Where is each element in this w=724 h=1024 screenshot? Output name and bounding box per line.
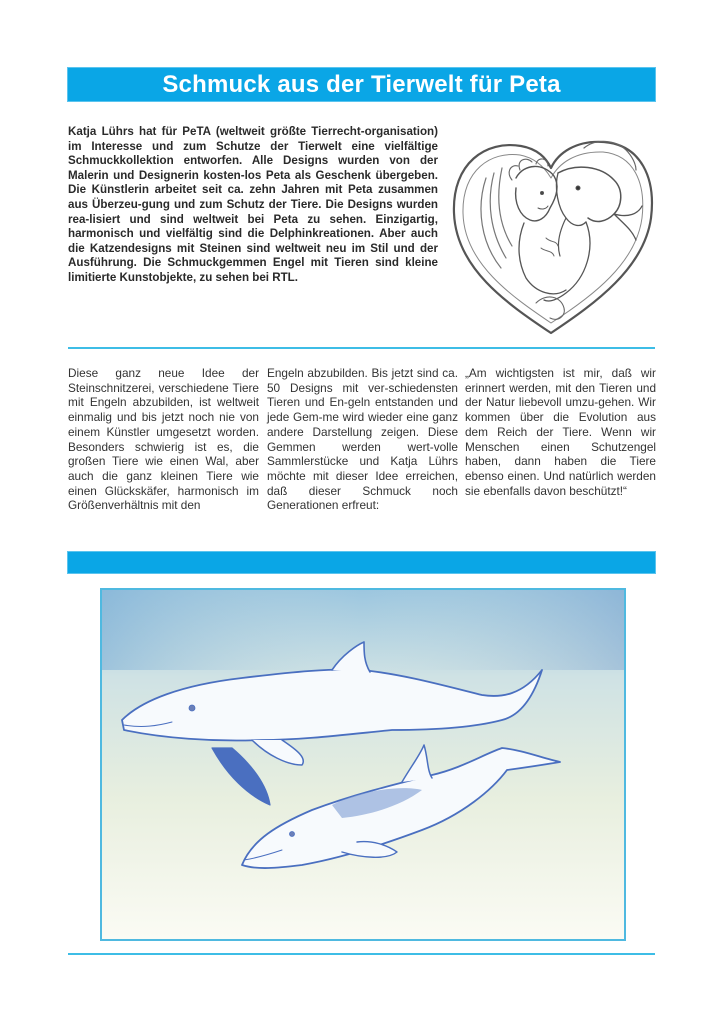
page-title: Schmuck aus der Tierwelt für Peta [162, 71, 561, 98]
heart-illustration-icon [446, 118, 656, 340]
broadcast-time-banner [68, 552, 655, 590]
article-column-2 [267, 366, 458, 513]
divider-bottom [68, 953, 655, 955]
intro-text: Katja Lührs hat für PeTA (weltweit größte Tierrecht-organisation) im Interesse und zum Schutze der Tierwelt eine vielfältige Schmuckkollektion entworfen. Alle Designs wurden von der Malerin und Designerin kosten-los Peta als Geschenk übergeben. Die Künstlerin arbeitet seit ca. zehn Jahren mit Peta zusammen aus Überzeu-gung und zum Schutz der Tiere. Die Designs wurden rea-lisiert und sind weltweit bei Peta zu sehen. Einzigartig, harmonisch und vielfältig sind die Delphinkreationen. Aber auch die Katzendesigns mit Steinen sind weltweit neu im Stil und der Ausführung. Die Schmuckgemmen Engel mit Tieren sind kleine limitierte Kunstobjekte, zu sehen bei RTL. [68, 125, 438, 284]
page-title-banner [68, 68, 655, 101]
dolphins-illustration [100, 588, 626, 941]
intro-paragraph [68, 125, 438, 286]
dolphins-drawing-icon [102, 590, 624, 939]
column-2-text: Engeln abzubilden. Bis jetzt sind ca. 50 Designs mit ver-schiedensten Tieren und En-geln entstanden und jede Gem-me wird wieder eine ganz andere Darstellung zeigen. Diese Gemmen werden wert-volle Sammlerstücke und Katja Lührs möchte mit dieser Idee erreichen, daß dieser Schmuck noch Generationen erfreut: [267, 366, 458, 513]
column-3-text: „Am wichtigsten ist mir, daß wir erinnert werden, mit den Tieren und der Natur liebevoll umzu-gehen. Wir kommen über die Evolution aus dem Reich der Tiere. Wenn wir Menschen einen Schutzengel haben, dann haben die Tiere ebenso einen. Und natürlich werden sie ebenfalls davon beschützt!“ [465, 366, 656, 498]
broadcast-time-text: Sendezeit: 03. und 04. September ·16-18:00 Uhr [222, 576, 508, 590]
column-1-text: Diese ganz neue Idee der Steinschnitzerei, verschiedene Tiere mit Engeln abzubilden, ist weltweit einmalig und bis jetzt noch nie von einem Künstler umgesetzt worden. Besonders schwierig ist es, die großen Tiere wie einen Wal, aber auch die ganz kleinen Tiere wie einen Glückskäfer, harmonisch im Größenverhältnis mit den [68, 366, 259, 513]
heart-angel-dolphin-illustration [446, 118, 656, 340]
article-column-1 [68, 366, 259, 513]
article-column-3 [465, 366, 656, 498]
divider-top [68, 347, 655, 349]
